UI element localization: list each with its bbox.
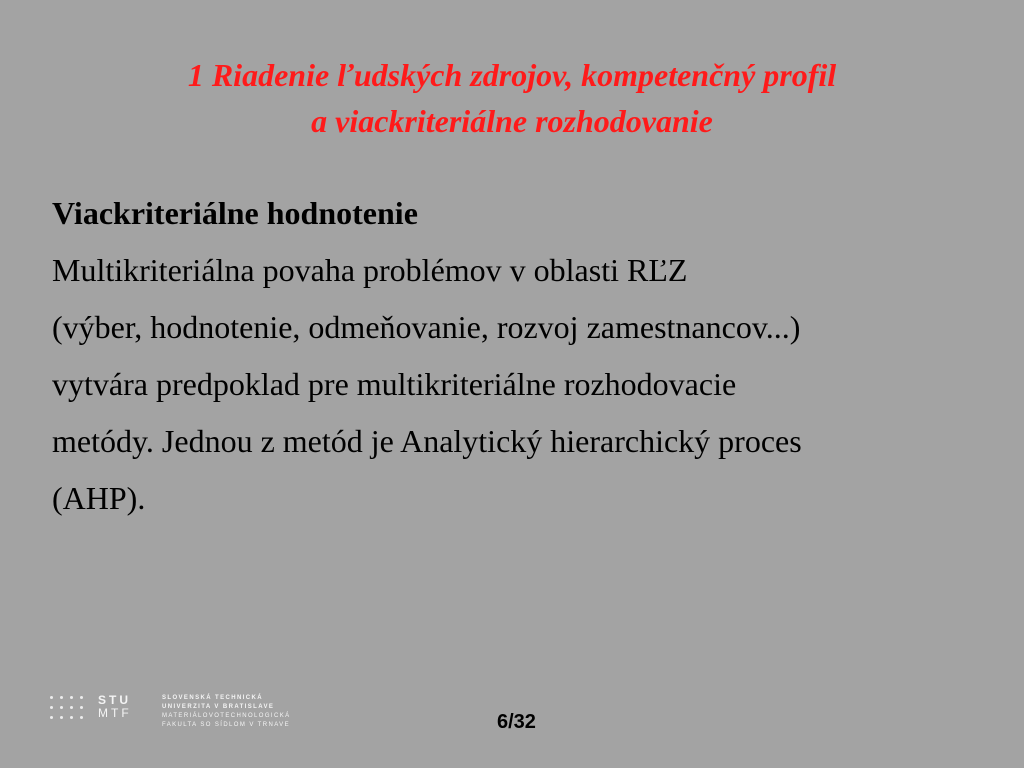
content-heading: Viackriteriálne hodnotenie — [52, 195, 418, 231]
slide-title — [0, 52, 1024, 144]
content-line: (AHP). — [52, 480, 146, 516]
university-line: MATERIÁLOVOTECHNOLOGICKÁ — [162, 713, 291, 719]
slide-title-line-1: 1 Riadenie ľudských zdrojov, kompetenčný profil — [187, 57, 837, 93]
logo-stu-mtf — [98, 694, 132, 720]
university-line: FAKULTA SO SÍDLOM V TRNAVE — [162, 722, 290, 728]
content-line: vytvára predpoklad pre multikriteriálne rozhodovacie — [52, 366, 737, 402]
university-line: SLOVENSKÁ TECHNICKÁ — [162, 695, 263, 701]
page-number: 6/32 — [497, 711, 536, 733]
university-line: UNIVERZITA V BRATISLAVE — [162, 704, 275, 710]
logo-stu-text: STU — [98, 693, 131, 707]
university-name — [162, 694, 291, 730]
slide-content — [52, 185, 1012, 527]
logo-mtf-text: MTF — [98, 706, 132, 720]
content-line: metódy. Jednou z metód je Analytický hierarchický proces — [52, 423, 802, 459]
slide-title-line-2: a viackriteriálne rozhodovanie — [311, 103, 713, 139]
content-line: (výber, hodnotenie, odmeňovanie, rozvoj zamestnancov...) — [52, 309, 801, 345]
content-line: Multikriteriálna povaha problémov v oblasti RĽZ — [52, 252, 688, 288]
